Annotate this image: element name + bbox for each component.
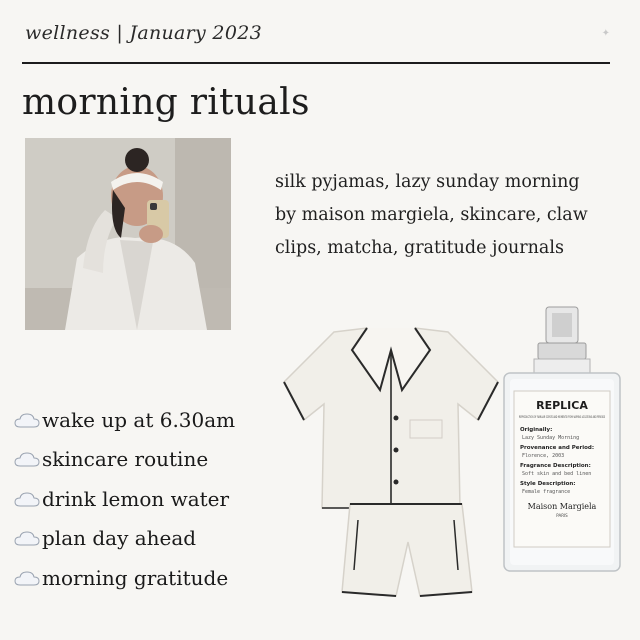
fragrance-label: Fragrance Description: — [520, 463, 591, 469]
ritual-label: morning gratitude — [42, 565, 229, 590]
perfume-brand: REPLICA — [536, 399, 588, 412]
ritual-label: skincare routine — [42, 447, 209, 472]
cloud-icon — [14, 529, 40, 547]
cloud-icon — [14, 411, 40, 429]
description-line: silk pyjamas, lazy sunday morning — [275, 172, 580, 192]
ritual-label: plan day ahead — [42, 526, 197, 551]
originally-value: Lazy Sunday Morning — [522, 435, 580, 441]
mirror-selfie-photo — [25, 138, 231, 330]
header-caption: wellness | January 2023 — [25, 22, 262, 44]
description-line: clips, matcha, gratitude journals — [275, 238, 564, 258]
list-item — [14, 519, 235, 559]
list-item — [14, 558, 235, 598]
sparkle-icon: ✦ — [601, 28, 610, 39]
silk-pyjamas-image — [282, 320, 500, 620]
header-divider — [22, 62, 610, 64]
list-item — [14, 479, 235, 519]
replica-perfume-bottle — [500, 305, 624, 575]
description — [275, 166, 620, 265]
perfume-maker: Maison Margiela — [527, 502, 597, 511]
page-title: morning rituals — [22, 82, 310, 123]
perfume-city: PARIS — [556, 513, 568, 518]
ritual-label: wake up at 6.30am — [42, 407, 236, 432]
description-line: by maison margiela, skincare, claw — [275, 205, 588, 225]
fragrance-value: Soft skin and bed linen — [522, 471, 592, 477]
cloud-icon — [14, 569, 40, 587]
list-item — [14, 400, 235, 440]
provenance-value: Florence, 2003 — [522, 453, 565, 459]
list-item — [14, 440, 235, 480]
style-label: Style Description: — [520, 481, 576, 487]
style-value: Female fragrance — [522, 489, 571, 495]
ritual-label: drink lemon water — [42, 486, 230, 511]
originally-label: Originally: — [520, 427, 553, 433]
ritual-list — [14, 400, 235, 598]
cloud-icon — [14, 450, 40, 468]
provenance-label: Provenance and Period: — [520, 445, 595, 451]
selfie-illustration — [25, 138, 231, 330]
cloud-icon — [14, 490, 40, 508]
perfume-subtitle: REPRODUCTION OF FAMILIAR SCENTS AND MOMENTS FROM VARYING LOCATIONS AND PERIODS — [519, 415, 606, 419]
